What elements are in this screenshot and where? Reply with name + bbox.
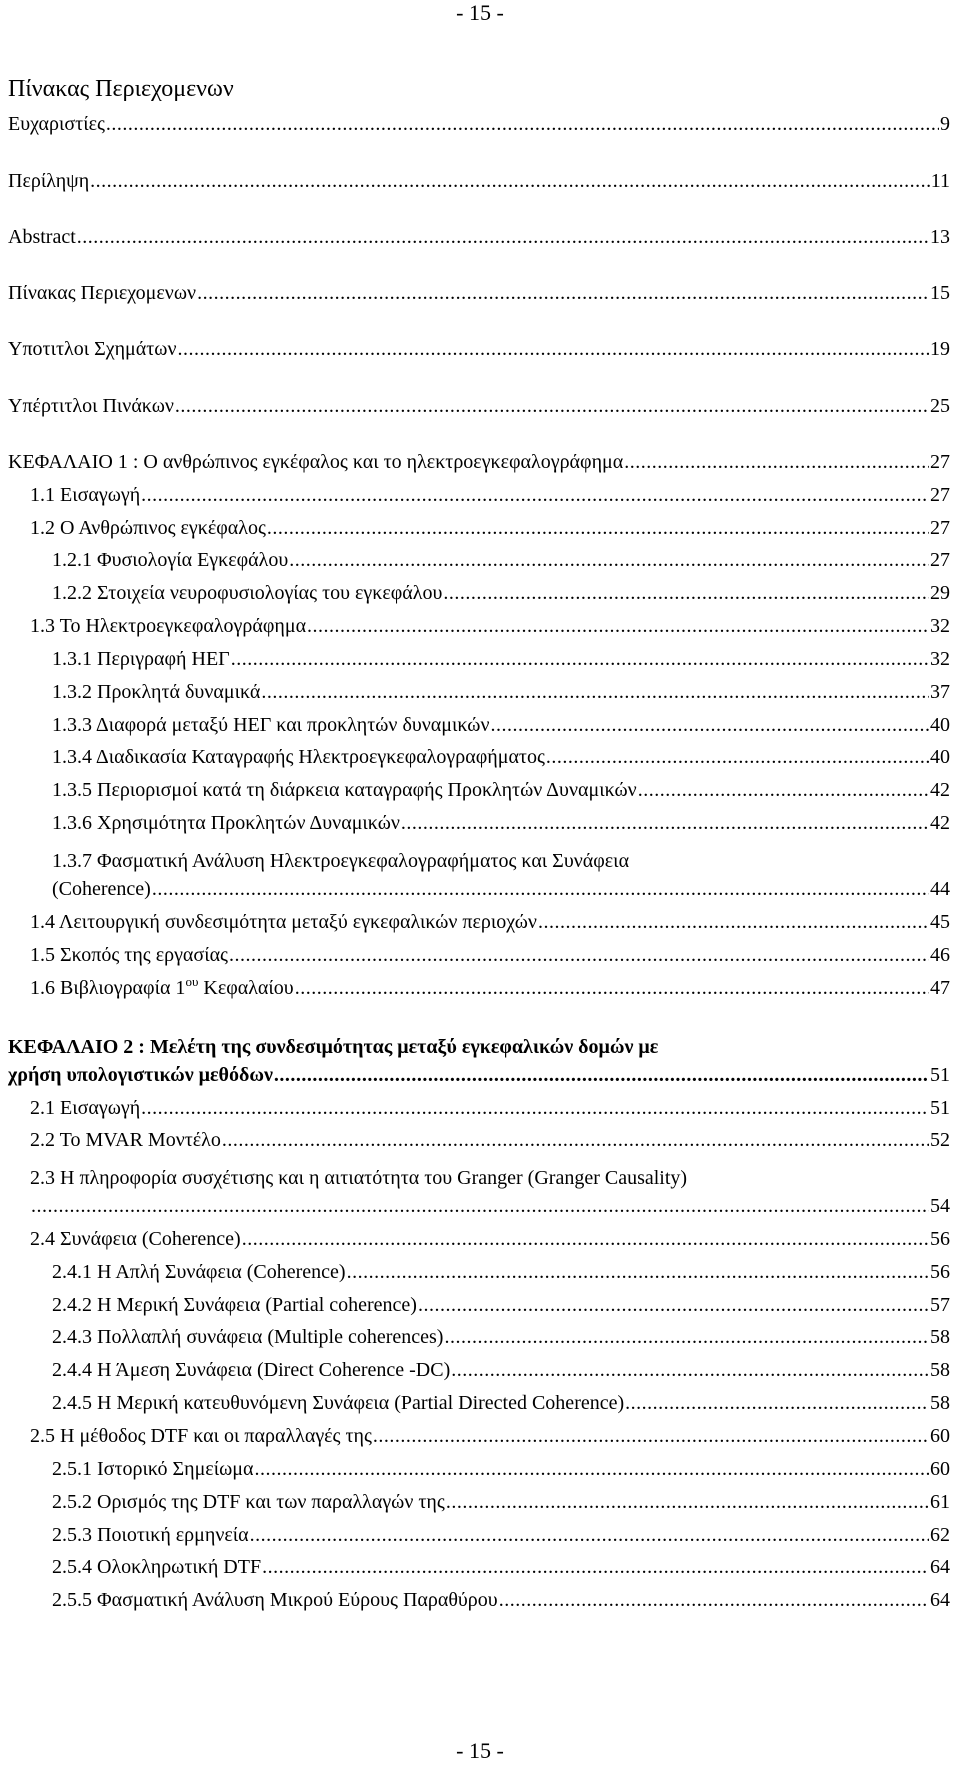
toc-dot-leader [77,225,929,249]
toc-entry-page: 58 [930,1359,950,1381]
toc-entry[interactable] [30,516,950,540]
toc-dot-leader [262,1555,929,1579]
toc-entry-title-line1: ΚΕΦΑΛΑΙΟ 2 : Μελέτη της συνδεσιμότητας μεταξύ εγκεφαλικών δομών με [8,1036,659,1058]
toc-entry[interactable] [52,647,950,671]
toc-dot-leader [250,1523,929,1547]
toc-dot-leader [90,169,930,193]
toc-entry-page: 27 [930,484,950,506]
toc-entry-title: 2.4.5 Η Μερική κατευθυνόμενη Συνάφεια (Partial Directed Coherence) [52,1392,625,1414]
toc-entry-page: 57 [930,1294,950,1316]
toc-dot-leader [446,1490,929,1514]
toc-entry[interactable] [52,778,950,802]
toc-entry-page: 32 [930,615,950,637]
toc-entry-title: 1.4 Λειτουργική συνδεσιμότητα μεταξύ εγκεφαλικών περιοχών [30,911,537,933]
page-title: Πίνακας Περιεχομενων [8,76,234,102]
toc-entry-page: 46 [930,944,950,966]
toc-entry-page: 15 [930,282,950,304]
toc-entry-title: 1.2.2 Στοιχεία νευροφυσιολογίας του εγκεφάλου [52,582,443,604]
toc-dot-leader [418,1293,929,1317]
toc-entry-title: 2.5.3 Ποιοτική ερμηνεία [52,1524,249,1546]
toc-entry-page: 61 [930,1491,950,1513]
toc-entry-page: 37 [930,681,950,703]
toc-entry-page: 47 [930,977,950,999]
toc-entry[interactable] [8,450,950,474]
toc-dot-leader [373,1424,929,1448]
toc-entry-page: 13 [930,226,950,248]
toc-entry[interactable] [30,614,950,638]
toc-dot-leader [401,811,929,835]
toc-entry[interactable] [8,394,950,418]
toc-entry-title: 1.3 Το Ηλεκτροεγκεφαλογράφημα [30,615,307,637]
toc-entry[interactable] [8,169,950,193]
toc-entry-title: 2.5.1 Ιστορικό Σημείωμα [52,1458,254,1480]
toc-entry-page: 40 [930,714,950,736]
toc-entry-page: 60 [930,1458,950,1480]
toc-entry-title: 1.2 Ο Ανθρώπινος εγκέφαλος [30,517,266,539]
toc-entry-title: 2.5.5 Φασματική Ανάλυση Μικρού Εύρους Παραθύρου [52,1589,498,1611]
toc-dot-leader [274,1063,929,1087]
toc-entry-page: 27 [930,451,950,473]
toc-entry-title: 2.4.1 Η Απλή Συνάφεια (Coherence) [52,1261,346,1283]
toc-entry-page: 52 [930,1129,950,1151]
toc-dot-leader [31,1194,929,1218]
toc-dot-leader [229,943,929,967]
toc-dot-leader [625,1391,929,1415]
toc-entry-page: 42 [930,812,950,834]
toc-entry[interactable] [52,548,950,572]
toc-entry-title: 1.3.1 Περιγραφή ΗΕΓ [52,648,230,670]
toc-dot-leader [624,450,929,474]
toc-entry-title: (Coherence) [52,878,151,900]
toc-entry[interactable] [52,1588,950,1612]
toc-entry-page: 51 [930,1064,950,1086]
toc-dot-leader [295,976,929,1000]
toc-entry-title: Υποτιτλοι Σχημάτων [8,338,177,360]
toc-entry-page: 19 [930,338,950,360]
toc-entry-title: Υπέρτιτλοι Πινάκων [8,395,174,417]
toc-dot-leader [141,483,929,507]
toc-entry-title: 2.4.3 Πολλαπλή συνάφεια (Multiple coherences) [52,1326,444,1348]
toc-entry[interactable] [52,581,950,605]
toc-entry[interactable] [30,1096,950,1120]
page-number-bottom: - 15 - [456,1738,504,1763]
toc-entry-title: 1.3.4 Διαδικασία Καταγραφής Ηλεκτροεγκεφαλογραφήματος [52,746,545,768]
toc-entry-page: 11 [930,170,950,192]
toc-dot-leader [444,1325,929,1349]
toc-dot-leader [546,745,929,769]
toc-dot-leader [242,1227,929,1251]
toc-entry-title: χρήση υπολογιστικών μεθόδων [8,1064,273,1086]
toc-dot-leader [499,1588,929,1612]
toc-entry-title-line1: 2.3 Η πληροφορία συσχέτισης και η αιτιατότητα του Granger (Granger Causality) [30,1167,688,1189]
toc-entry[interactable] [52,811,950,835]
toc-dot-leader [178,337,930,361]
toc-dot-leader [152,877,929,901]
toc-entry-title: ΚΕΦΑΛΑΙΟ 1 : Ο ανθρώπινος εγκέφαλος και το ηλεκτροεγκεφαλογράφημα [8,451,624,473]
toc-dot-leader [175,394,929,418]
toc-dot-leader [289,548,929,572]
toc-dot-leader [443,581,929,605]
toc-entry-page: 58 [930,1392,950,1414]
toc-entry[interactable] [8,225,950,249]
toc-entry-title: Περίληψη [8,170,90,192]
toc-entry[interactable] [52,1457,950,1481]
toc-entry-title: 2.5.2 Ορισμός της DTF και των παραλλαγών της [52,1491,445,1513]
toc-entry-page: 64 [930,1556,950,1578]
toc-entry-title: Abstract [8,226,76,248]
toc-entry[interactable] [8,337,950,361]
toc-entry[interactable] [30,1128,950,1152]
toc-entry-page: 27 [930,517,950,539]
toc-entry[interactable] [8,281,950,305]
toc-entry-title-line1: 1.3.7 Φασματική Ανάλυση Ηλεκτροεγκεφαλογραφήματος και Συνάφεια [52,850,630,872]
toc-entry-page: 27 [930,549,950,571]
toc-entry-title: 2.4 Συνάφεια (Coherence) [30,1228,241,1250]
toc-entry-title: 1.3.6 Χρησιμότητα Προκλητών Δυναμικών [52,812,400,834]
toc-dot-leader [267,516,929,540]
toc-dot-leader [638,778,929,802]
toc-dot-leader [141,1096,929,1120]
toc-entry-page: 42 [930,779,950,801]
toc-entry-page: 64 [930,1589,950,1611]
toc-entry-title: 2.1 Εισαγωγή [30,1097,141,1119]
toc-entry-title: 1.3.5 Περιορισμοί κατά τη διάρκεια καταγραφής Προκλητών Δυναμικών [52,779,637,801]
toc-entry-title: Ευχαριστίες [8,113,105,135]
toc-entry-title: 2.2 Το MVAR Μοντέλο [30,1129,221,1151]
toc-entry-page: 45 [930,911,950,933]
toc-dot-leader [347,1260,929,1284]
toc-entry-superscript: ου [185,974,199,989]
toc-entry-title: 2.4.2 Η Μερική Συνάφεια (Partial coherence) [52,1294,417,1316]
toc-entry-page: 44 [930,878,950,900]
toc-entry-title: Πίνακας Περιεχομενων [8,282,197,304]
toc-entry-page: 9 [940,113,950,135]
toc-entry[interactable] [52,680,950,704]
toc-dot-leader [491,713,930,737]
toc-entry-page: 51 [930,1097,950,1119]
toc-entry-title: 1.6 Βιβλιογραφία $1^{o\upsilon}$ Κεφαλαίου [30,974,294,999]
toc-entry-title: 1.1 Εισαγωγή [30,484,141,506]
toc-dot-leader [451,1358,929,1382]
toc-entry[interactable] [30,483,950,507]
toc-entry-page: 32 [930,648,950,670]
toc-dot-leader [231,647,929,671]
toc-entry-title: 1.5 Σκοπός της εργασίας [30,944,228,966]
toc-entry[interactable] [52,1260,950,1284]
toc-dot-leader [538,910,929,934]
toc-entry-page: 58 [930,1326,950,1348]
toc-entry-title: 1.3.2 Προκλητά δυναμικά [52,681,261,703]
toc-entry-title: 2.5 Η μέθοδος DTF και οι παραλλαγές της [30,1425,372,1447]
toc-entry[interactable] [52,1523,950,1547]
toc-entry[interactable] [52,1358,950,1382]
toc-entry-title: 2.4.4 Η Άμεση Συνάφεια (Direct Coherence -DC) [52,1359,451,1381]
toc-entry-title: 1.2.1 Φυσιολογία Εγκεφάλου [52,549,289,571]
toc-entry[interactable] [30,1167,950,1218]
toc-entry[interactable] [52,1490,950,1514]
toc-entry-page: 60 [930,1425,950,1447]
toc-entry[interactable] [52,713,950,737]
toc-dot-leader [197,281,929,305]
toc-entry[interactable] [30,910,950,934]
toc-dot-leader [222,1128,929,1152]
toc-dot-leader [261,680,929,704]
toc-entry[interactable] [52,1325,950,1349]
toc-entry-page: 54 [930,1195,950,1217]
toc-entry-page: 62 [930,1524,950,1546]
toc-entry-page: 25 [930,395,950,417]
toc-entry[interactable] [30,943,950,967]
toc-entry[interactable] [52,850,950,901]
toc-entry[interactable] [30,1424,950,1448]
toc-entry[interactable] [30,1227,950,1251]
toc-entry[interactable] [52,745,950,769]
toc-entry-page: 40 [930,746,950,768]
toc-entry-title: 2.5.4 Ολοκληρωτική DTF [52,1556,262,1578]
toc-entry[interactable] [30,976,950,1000]
toc-dot-leader [254,1457,929,1481]
toc-entry[interactable] [8,1036,950,1087]
toc-dot-leader [307,614,929,638]
toc-dot-leader [106,112,939,136]
toc-entry[interactable] [52,1391,950,1415]
toc-entry[interactable] [8,112,950,136]
toc-entry-page: 56 [930,1228,950,1250]
page-number-top: - 15 - [456,0,504,25]
toc-entry-page: 56 [930,1261,950,1283]
toc-entry-page: 29 [930,582,950,604]
toc-entry[interactable] [52,1555,950,1579]
toc-entry[interactable] [52,1293,950,1317]
toc-entry-title: 1.3.3 Διαφορά μεταξύ ΗΕΓ και προκλητών δυναμικών [52,714,490,736]
